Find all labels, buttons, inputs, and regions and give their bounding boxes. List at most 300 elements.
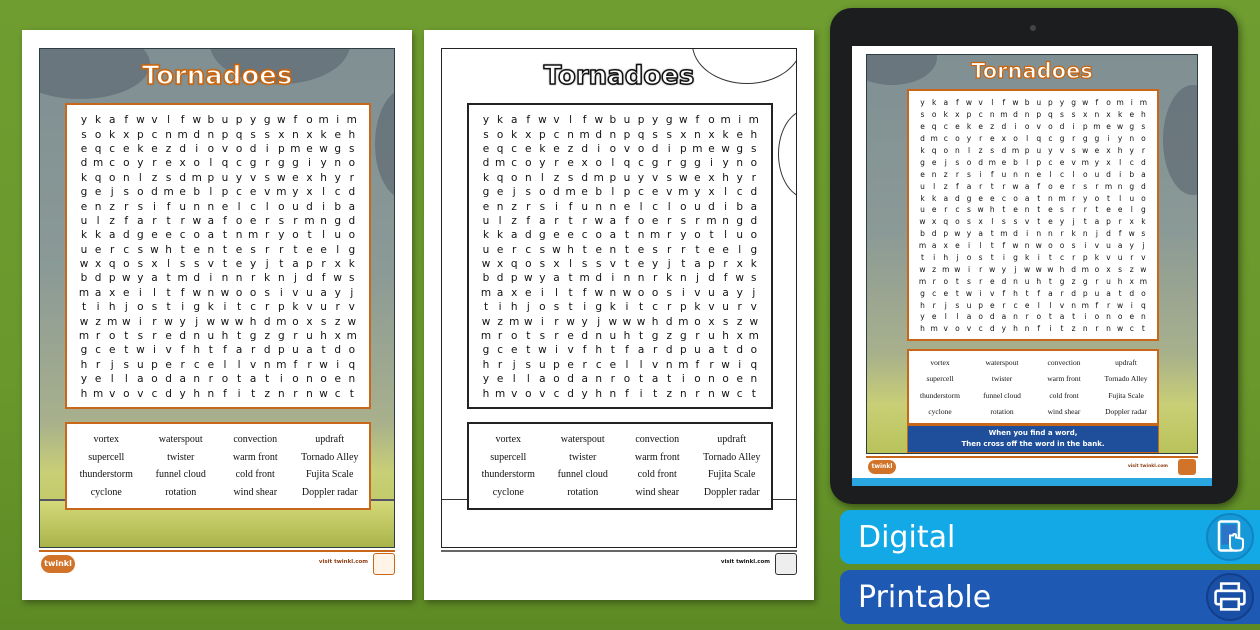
grid-letter[interactable]: l [625,358,629,371]
grid-letter[interactable]: n [524,171,532,184]
grid-letter[interactable]: u [80,243,88,256]
grid-letter[interactable]: n [736,157,744,170]
grid-letter[interactable]: l [611,186,615,199]
grid-letter[interactable]: e [736,373,743,386]
grid-letter[interactable]: n [1117,181,1123,191]
grid-letter[interactable]: a [931,241,937,251]
grid-letter[interactable]: c [932,288,937,298]
grid-letter[interactable]: o [1059,241,1065,251]
grid-letter[interactable]: p [1036,157,1042,167]
grid-letter[interactable]: w [1117,122,1124,132]
grid-letter[interactable]: o [539,301,546,314]
grid-letter[interactable]: i [265,142,269,155]
grid-letter[interactable]: i [1049,324,1052,334]
grid-letter[interactable]: j [350,286,354,299]
grid-letter[interactable]: d [122,229,130,242]
grid-letter[interactable]: r [652,272,658,285]
grid-letter[interactable]: s [967,169,971,179]
grid-letter[interactable]: d [524,229,532,242]
grid-letter[interactable]: o [637,142,645,155]
grid-letter[interactable]: x [553,258,560,271]
grid-letter[interactable]: b [1129,169,1135,179]
grid-letter[interactable]: m [494,157,506,170]
grid-letter[interactable]: a [306,344,313,357]
grid-letter[interactable]: i [967,264,971,274]
grid-letter[interactable]: w [150,243,159,256]
grid-letter[interactable]: d [1106,229,1111,239]
grid-letter[interactable]: m [930,324,938,334]
grid-letter[interactable]: t [222,243,227,256]
grid-letter[interactable]: n [595,330,603,343]
grid-letter[interactable]: v [990,288,995,298]
grid-letter[interactable]: w [954,229,961,239]
grid-letter[interactable]: g [539,229,546,242]
grid-letter[interactable]: h [595,387,603,400]
grid-letter[interactable]: u [623,171,631,184]
grid-letter[interactable]: k [320,128,327,141]
grid-letter[interactable]: e [989,276,995,286]
grid-letter[interactable]: b [482,272,490,285]
grid-letter[interactable]: g [694,157,701,170]
grid-letter[interactable]: c [1059,253,1065,263]
grid-letter[interactable]: o [722,373,729,386]
grid-letter[interactable]: g [80,186,88,199]
grid-letter[interactable]: o [123,258,130,271]
grid-letter[interactable]: l [498,214,502,227]
grid-letter[interactable]: o [750,229,757,242]
grid-letter[interactable]: n [595,200,603,213]
grid-letter[interactable]: m [480,286,492,299]
grid-letter[interactable]: t [236,373,242,386]
grid-letter[interactable]: m [276,186,287,199]
grid-letter[interactable]: v [623,142,631,155]
grid-letter[interactable]: o [151,373,158,386]
grid-letter[interactable]: d [496,272,504,285]
grid-letter[interactable]: y [581,387,588,400]
grid-letter[interactable]: r [1072,134,1076,144]
grid-letter[interactable]: a [1094,217,1100,227]
grid-letter[interactable]: o [207,142,215,155]
grid-letter[interactable]: a [978,229,983,239]
grid-letter[interactable]: h [221,330,229,343]
grid-letter[interactable]: x [496,258,504,271]
grid-letter[interactable]: e [482,142,490,155]
grid-letter[interactable]: c [236,157,242,170]
grid-letter[interactable]: i [681,286,685,299]
grid-letter[interactable]: z [990,122,995,132]
grid-letter[interactable]: e [108,344,116,357]
grid-letter[interactable]: k [207,301,214,314]
grid-letter[interactable]: f [180,344,185,357]
grid-letter[interactable]: e [235,243,243,256]
grid-letter[interactable]: a [966,312,972,322]
grid-letter[interactable]: x [955,110,960,120]
grid-letter[interactable]: y [966,229,972,239]
grid-letter[interactable]: p [235,114,243,127]
grid-letter[interactable]: a [320,286,327,299]
grid-letter[interactable]: e [193,243,200,256]
grid-letter[interactable]: w [965,288,973,298]
grid-letter[interactable]: o [123,157,130,170]
grid-letter[interactable]: j [265,258,269,271]
grid-letter[interactable]: r [293,214,298,227]
grid-letter[interactable]: l [991,217,994,227]
grid-letter[interactable]: w [121,315,131,328]
grid-letter[interactable]: d [581,171,588,184]
grid-letter[interactable]: o [966,157,972,167]
grid-letter[interactable]: w [192,214,202,227]
grid-letter[interactable]: w [136,114,145,127]
grid-letter[interactable]: n [665,358,673,371]
grid-letter[interactable]: l [322,186,326,199]
grid-letter[interactable]: u [306,330,313,343]
grid-letter[interactable]: y [1059,98,1065,108]
grid-letter[interactable]: f [582,114,587,127]
grid-letter[interactable]: g [920,288,925,298]
grid-letter[interactable]: t [1002,205,1006,215]
grid-letter[interactable]: w [1012,98,1019,108]
grid-letter[interactable]: e [581,186,588,199]
grid-letter[interactable]: t [222,229,227,242]
grid-letter[interactable]: g [1059,134,1065,144]
grid-letter[interactable]: j [110,186,114,199]
grid-letter[interactable]: b [207,114,215,127]
grid-letter[interactable]: w [538,114,547,127]
grid-letter[interactable]: y [320,157,327,170]
grid-letter[interactable]: a [1024,193,1030,203]
grid-letter[interactable]: l [1049,169,1052,179]
grid-letter[interactable]: f [293,114,298,127]
grid-letter[interactable]: n [1094,110,1100,120]
grid-letter[interactable]: n [722,214,729,227]
grid-letter[interactable]: u [1024,276,1030,286]
grid-letter[interactable]: h [249,315,257,328]
grid-letter[interactable]: m [248,229,259,242]
grid-letter[interactable]: u [966,300,972,310]
grid-letter[interactable]: w [1047,264,1054,274]
grid-letter[interactable]: e [94,243,102,256]
grid-letter[interactable]: o [595,157,602,170]
grid-letter[interactable]: x [109,286,116,299]
grid-letter[interactable]: y [637,171,645,184]
grid-letter[interactable]: o [943,276,949,286]
grid-letter[interactable]: l [1026,157,1029,167]
grid-letter[interactable]: d [348,214,356,227]
grid-letter[interactable]: t [582,243,587,256]
grid-letter[interactable]: a [609,214,617,227]
grid-letter[interactable]: s [1071,110,1076,120]
grid-letter[interactable]: n [750,373,758,386]
grid-letter[interactable]: l [611,157,615,170]
grid-letter[interactable]: v [250,171,257,184]
grid-letter[interactable]: c [943,122,948,132]
grid-letter[interactable]: k [497,229,504,242]
grid-letter[interactable]: e [1013,205,1018,215]
grid-letter[interactable]: s [581,258,588,271]
grid-letter[interactable]: b [920,229,925,239]
grid-letter[interactable]: c [95,344,101,357]
grid-letter[interactable]: l [724,186,728,199]
grid-letter[interactable]: n [165,128,172,141]
grid-letter[interactable]: r [944,205,948,215]
grid-letter[interactable]: o [137,186,144,199]
grid-letter[interactable]: w [1082,98,1089,108]
grid-letter[interactable]: e [320,243,327,256]
grid-letter[interactable]: u [137,358,144,371]
grid-letter[interactable]: i [181,301,185,314]
grid-letter[interactable]: u [708,286,715,299]
grid-letter[interactable]: s [278,214,285,227]
grid-letter[interactable]: s [525,186,532,199]
grid-letter[interactable]: u [221,171,229,184]
grid-letter[interactable]: d [989,324,995,334]
grid-letter[interactable]: u [1106,241,1111,251]
grid-letter[interactable]: e [496,243,504,256]
grid-letter[interactable]: n [567,128,574,141]
grid-letter[interactable]: m [650,229,661,242]
grid-letter[interactable]: a [137,214,144,227]
grid-letter[interactable]: n [207,286,215,299]
grid-letter[interactable]: f [1095,98,1099,108]
grid-letter[interactable]: w [919,217,926,227]
grid-letter[interactable]: v [292,286,299,299]
grid-letter[interactable]: c [553,387,560,400]
grid-letter[interactable]: w [79,258,89,271]
grid-letter[interactable]: i [681,373,685,386]
grid-letter[interactable]: d [989,312,995,322]
grid-letter[interactable]: i [1084,312,1087,322]
grid-letter[interactable]: r [497,330,503,343]
grid-letter[interactable]: k [1117,110,1123,120]
grid-letter[interactable]: r [265,214,270,227]
grid-letter[interactable]: x [1083,110,1088,120]
grid-letter[interactable]: e [1048,205,1053,215]
grid-letter[interactable]: l [265,200,269,213]
grid-letter[interactable]: y [235,171,243,184]
grid-letter[interactable]: e [978,122,983,132]
grid-letter[interactable]: s [722,315,729,328]
grid-letter[interactable]: f [166,200,171,213]
grid-letter[interactable]: l [237,358,241,371]
grid-letter[interactable]: v [652,358,659,371]
grid-letter[interactable]: f [293,358,298,371]
grid-letter[interactable]: v [539,387,546,400]
grid-letter[interactable]: r [681,243,686,256]
grid-letter[interactable]: j [944,157,947,167]
grid-letter[interactable]: m [1058,193,1066,203]
grid-letter[interactable]: l [667,200,671,213]
grid-letter[interactable]: o [1094,264,1100,274]
grid-letter[interactable]: s [666,171,672,184]
grid-letter[interactable]: e [1059,181,1065,191]
grid-letter[interactable]: f [625,214,629,227]
grid-letter[interactable]: e [151,142,158,155]
grid-letter[interactable]: n [1129,134,1135,144]
grid-letter[interactable]: f [956,98,959,108]
grid-letter[interactable]: l [336,243,340,256]
grid-letter[interactable]: m [92,157,104,170]
grid-letter[interactable]: o [637,214,645,227]
grid-letter[interactable]: w [919,264,926,274]
grid-letter[interactable]: n [609,387,617,400]
grid-letter[interactable]: f [625,344,629,357]
grid-letter[interactable]: k [348,258,355,271]
grid-letter[interactable]: p [1082,253,1088,263]
grid-letter[interactable]: t [990,181,994,191]
grid-letter[interactable]: l [1072,169,1075,179]
grid-letter[interactable]: s [165,171,172,184]
grid-letter[interactable]: z [264,330,270,343]
grid-letter[interactable]: i [1037,253,1040,263]
grid-letter[interactable]: i [138,286,142,299]
grid-letter[interactable]: u [1094,169,1100,179]
grid-letter[interactable]: k [609,301,616,314]
grid-letter[interactable]: s [652,128,658,141]
grid-letter[interactable]: c [334,387,341,400]
grid-letter[interactable]: p [966,110,972,120]
grid-letter[interactable]: n [1024,205,1030,215]
grid-letter[interactable]: x [123,128,130,141]
grid-letter[interactable]: q [637,128,645,141]
grid-letter[interactable]: r [250,272,256,285]
grid-letter[interactable]: e [525,142,532,155]
grid-letter[interactable]: t [1048,276,1052,286]
grid-letter[interactable]: d [94,272,102,285]
grid-letter[interactable]: d [954,193,960,203]
grid-letter[interactable]: p [539,128,546,141]
grid-letter[interactable]: s [596,258,602,271]
grid-letter[interactable]: w [552,243,561,256]
grid-letter[interactable]: r [667,301,672,314]
grid-letter[interactable]: w [749,315,759,328]
grid-letter[interactable]: v [1059,146,1065,155]
grid-letter[interactable]: t [653,387,658,400]
grid-letter[interactable]: w [538,344,547,357]
grid-letter[interactable]: z [1129,264,1134,274]
grid-letter[interactable]: p [207,171,215,184]
grid-letter[interactable]: h [482,358,490,371]
grid-letter[interactable]: o [235,142,243,155]
grid-letter[interactable]: p [277,344,285,357]
grid-letter[interactable]: m [692,142,703,155]
grid-letter[interactable]: m [748,330,759,343]
grid-letter[interactable]: g [263,114,271,127]
grid-letter[interactable]: k [95,114,102,127]
grid-letter[interactable]: e [920,122,925,132]
grid-letter[interactable]: o [1094,193,1100,203]
grid-letter[interactable]: y [736,171,743,184]
grid-letter[interactable]: k [943,110,948,120]
grid-letter[interactable]: w [136,344,145,357]
grid-letter[interactable]: a [179,373,186,386]
grid-letter[interactable]: x [1106,264,1111,274]
grid-letter[interactable]: k [137,142,144,155]
grid-letter[interactable]: j [195,315,199,328]
grid-letter[interactable]: o [955,134,960,144]
grid-letter[interactable]: s [666,128,672,141]
grid-letter[interactable]: o [1048,181,1053,191]
grid-letter[interactable]: m [107,315,118,328]
grid-letter[interactable]: y [966,134,972,144]
grid-letter[interactable]: c [1013,300,1018,310]
grid-letter[interactable]: i [540,286,544,299]
grid-letter[interactable]: q [348,358,356,371]
grid-letter[interactable]: s [990,146,995,155]
grid-letter[interactable]: i [555,344,558,357]
grid-letter[interactable]: e [1129,110,1135,120]
grid-letter[interactable]: k [264,272,271,285]
grid-letter[interactable]: w [192,114,202,127]
grid-letter[interactable]: g [1082,134,1088,144]
grid-letter[interactable]: o [637,286,645,299]
grid-letter[interactable]: c [511,142,518,155]
grid-letter[interactable]: s [1060,110,1064,120]
grid-letter[interactable]: v [609,258,616,271]
grid-letter[interactable]: u [920,181,925,191]
grid-letter[interactable]: t [1048,312,1052,322]
grid-letter[interactable]: t [638,301,644,314]
grid-letter[interactable]: w [721,358,730,371]
grid-letter[interactable]: v [221,142,229,155]
grid-letter[interactable]: e [165,330,172,343]
grid-letter[interactable]: l [167,114,171,127]
grid-letter[interactable]: d [1001,122,1007,132]
grid-letter[interactable]: n [623,272,631,285]
grid-letter[interactable]: r [582,358,587,371]
grid-letter[interactable]: d [263,315,271,328]
grid-letter[interactable]: a [1024,181,1030,191]
grid-letter[interactable]: t [526,330,531,343]
grid-letter[interactable]: c [151,128,158,141]
grid-letter[interactable]: g [1140,205,1146,215]
grid-letter[interactable]: m [1000,110,1008,120]
grid-letter[interactable]: n [609,128,617,141]
grid-letter[interactable]: j [695,272,699,285]
grid-letter[interactable]: r [265,229,270,242]
grid-letter[interactable]: f [1037,181,1041,191]
grid-letter[interactable]: r [554,315,559,328]
grid-letter[interactable]: t [610,344,615,357]
grid-letter[interactable]: g [1071,98,1076,108]
grid-letter[interactable]: e [334,128,341,141]
grid-letter[interactable]: o [1141,193,1146,203]
grid-letter[interactable]: e [955,241,960,251]
grid-letter[interactable]: p [151,358,158,371]
grid-letter[interactable]: f [180,286,185,299]
grid-letter[interactable]: r [1060,288,1064,298]
grid-letter[interactable]: t [568,272,573,285]
grid-letter[interactable]: n [1047,229,1053,239]
grid-letter[interactable]: e [931,157,937,167]
grid-letter[interactable]: l [956,312,959,322]
grid-letter[interactable]: p [277,301,285,314]
grid-letter[interactable]: i [1107,134,1110,144]
grid-letter[interactable]: e [736,128,743,141]
grid-letter[interactable]: m [1000,229,1008,239]
grid-letter[interactable]: x [525,128,532,141]
grid-letter[interactable]: m [942,264,950,274]
grid-letter[interactable]: d [80,157,88,170]
grid-letter[interactable]: a [1117,241,1123,251]
grid-letter[interactable]: t [279,258,284,271]
grid-letter[interactable]: s [250,128,256,141]
grid-letter[interactable]: w [608,315,618,328]
grid-letter[interactable]: z [666,330,672,343]
grid-letter[interactable]: a [292,258,299,271]
grid-letter[interactable]: w [1140,264,1147,274]
grid-letter[interactable]: c [736,387,743,400]
grid-letter[interactable]: o [348,229,355,242]
